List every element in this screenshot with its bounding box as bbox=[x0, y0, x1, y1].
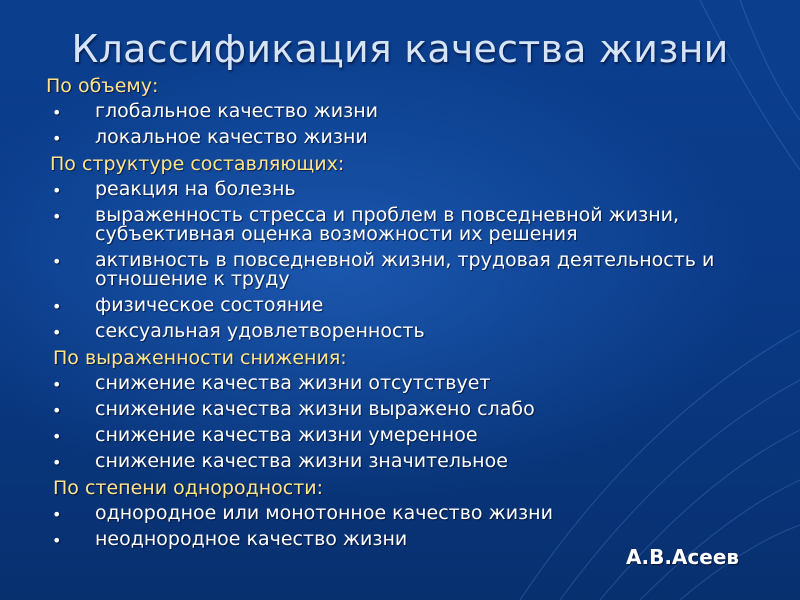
list-item: • локальное качество жизни bbox=[52, 126, 368, 148]
bullet-icon: • bbox=[52, 129, 62, 148]
bullet-icon: • bbox=[52, 375, 62, 394]
bullet-icon: • bbox=[52, 427, 62, 446]
bullet-icon: • bbox=[52, 297, 62, 316]
bullet-icon: • bbox=[52, 531, 62, 550]
list-item: • сексуальная удовлетворенность bbox=[52, 320, 425, 342]
list-item: • активность в повседневной жизни, трудовая деятельность и отношение к труду bbox=[52, 249, 715, 290]
list-item: • снижение качества жизни умеренное bbox=[52, 424, 478, 446]
bullet-icon: • bbox=[52, 207, 62, 226]
bullet-icon: • bbox=[52, 103, 62, 122]
section-heading-reduction: По выраженности снижения: bbox=[53, 347, 347, 369]
section-heading-volume: По объему: bbox=[46, 75, 159, 97]
list-item: • реакция на болезнь bbox=[52, 178, 296, 200]
list-item: • неоднородное качество жизни bbox=[52, 528, 408, 550]
list-item: • однородное или монотонное качество жизни bbox=[52, 502, 553, 524]
author-signature: А.В.Асеев bbox=[626, 545, 740, 569]
section-heading-homogeneity: По степени однородности: bbox=[53, 477, 324, 499]
list-item: • снижение качества жизни выражено слабо bbox=[52, 398, 535, 420]
list-item: • снижение качества жизни значительное bbox=[52, 450, 508, 472]
bullet-icon: • bbox=[52, 401, 62, 420]
bullet-icon: • bbox=[52, 453, 62, 472]
bullet-icon: • bbox=[52, 252, 62, 271]
list-item: • физическое состояние bbox=[52, 294, 324, 316]
bullet-icon: • bbox=[52, 505, 62, 524]
slide-title: Классификация качества жизни bbox=[71, 27, 729, 71]
list-item: • снижение качества жизни отсутствует bbox=[52, 372, 491, 394]
classification-list bbox=[0, 74, 800, 554]
bullet-icon: • bbox=[52, 323, 62, 342]
list-item: • выраженность стресса и проблем в повседневной жизни, субъективная оценка возможности их решения bbox=[52, 204, 680, 245]
bullet-icon: • bbox=[52, 181, 62, 200]
list-item: • глобальное качество жизни bbox=[52, 100, 378, 122]
section-heading-structure: По структуре составляющих: bbox=[50, 153, 345, 175]
